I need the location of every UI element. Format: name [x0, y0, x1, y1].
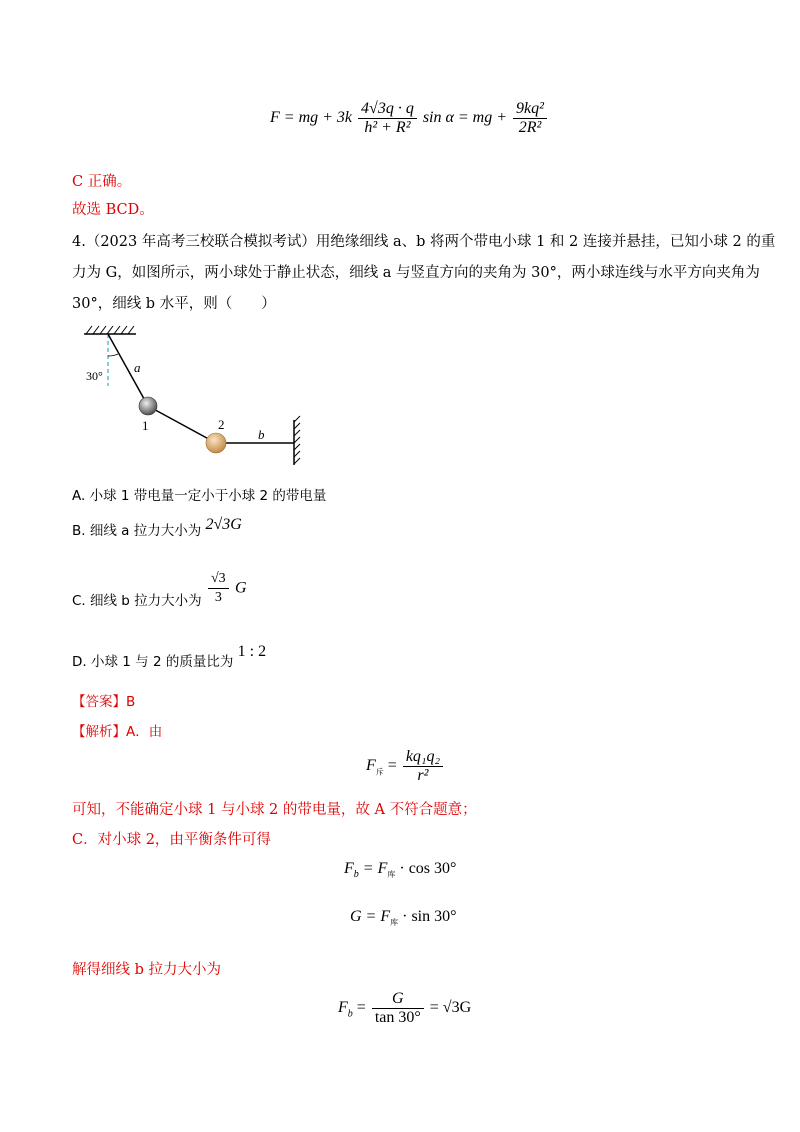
coulomb-den: r² — [417, 767, 429, 784]
ball-1-label: 1 — [142, 418, 149, 433]
frac2-num: 9kq² — [513, 100, 547, 119]
frac1-den: h² + R² — [364, 119, 411, 136]
option-c-tail: G — [234, 579, 247, 597]
fb-formula — [344, 860, 456, 880]
formula-lhs: F = mg + 3k — [270, 109, 353, 127]
g-tail: · sin 30° — [402, 908, 457, 925]
question-line-2: 力为 G，如图所示，两小球处于静止状态，细线 a 与竖直方向的夹角为 30°，两小球连线与水平方向夹角为 — [72, 265, 760, 281]
option-c-den: 3 — [214, 590, 222, 605]
question-line-1: 4.（2023 年高考三校联合模拟考试）用绝缘细线 a、b 将两个带电小球 1 和 2 连接并悬挂，已知小球 2 的重 — [72, 234, 776, 250]
option-d-text: D. 小球 1 与 2 的质量比为 — [72, 654, 234, 670]
coulomb-formula: $F_斥$ = $\frac{\text{kq₁q₂}}{\text{r²}}$ — [366, 748, 445, 785]
question-line-3: 30°，细线 b 水平，则（ ） — [72, 296, 276, 312]
coulomb-frac — [403, 748, 443, 785]
frac1-num: 4√3q · q — [358, 100, 417, 119]
option-c-text: C. 细线 b 拉力大小为 — [72, 592, 202, 609]
option-c-frac — [208, 570, 229, 607]
fb2-tail: = √3G — [429, 999, 472, 1017]
formula-frac2 — [513, 100, 547, 137]
fb2-num: G — [372, 990, 424, 1009]
option-b[interactable] — [72, 516, 242, 540]
solve-b: 解得细线 b 拉力大小为 — [72, 962, 221, 978]
wall-hatch — [294, 416, 300, 464]
fb-rhs: = F — [362, 860, 388, 877]
option-b-text: B. 细线 a 拉力大小为 — [72, 523, 202, 539]
top-formula — [270, 100, 549, 137]
string-a — [108, 334, 148, 406]
fb2-formula: $F_b$ = $\frac{G}{\tan 30^\circ}$ = √3G — [338, 990, 472, 1026]
option-b-value: 2√3G — [205, 516, 242, 533]
fb-tail: · cos 30° — [399, 860, 457, 877]
coulomb-lhs: F — [366, 757, 376, 775]
fb-lhs: F — [344, 860, 354, 877]
angle-arc — [108, 354, 118, 356]
coulomb-sub: 斥 — [375, 767, 384, 777]
pendulum-figure — [78, 322, 308, 472]
frac2-den: 2R² — [518, 119, 542, 136]
ceiling-hatch — [86, 326, 134, 334]
fb-rhs-sub: 库 — [387, 870, 396, 880]
option-c[interactable] — [72, 570, 247, 607]
option-a[interactable]: A. 小球 1 带电量一定小于小球 2 的带电量 — [72, 488, 327, 504]
c-correct: C 正确。 — [72, 174, 132, 190]
option-d[interactable] — [72, 640, 267, 670]
ball-2 — [206, 433, 226, 453]
ball-1 — [139, 397, 157, 415]
analysis-label: 【解析】A．由 — [72, 724, 163, 740]
fb2-lhs: F — [338, 999, 348, 1017]
g-rhs-sub: 库 — [390, 918, 399, 928]
fb2-den: tan 30° — [374, 1009, 421, 1026]
formula-frac1 — [358, 100, 417, 137]
connecting-line — [148, 406, 216, 443]
coulomb-num: kq₁q₂ — [403, 748, 443, 767]
g-formula — [350, 908, 457, 928]
fb2-lhs-sub: b — [347, 1008, 353, 1020]
conclusion-a: 可知，不能确定小球 1 与小球 2 的带电量，故 A 不符合题意； — [72, 802, 477, 818]
fb2-frac — [372, 990, 424, 1027]
string-a-label: a — [134, 360, 141, 375]
option-c-num: √3 — [208, 570, 229, 589]
g-lhs: G = F — [350, 908, 391, 925]
formula-mid: sin α = mg + — [422, 109, 508, 127]
angle-label: 30° — [86, 369, 103, 383]
option-d-value: 1 : 2 — [237, 643, 267, 660]
answer-line: 【答案】B — [72, 694, 136, 710]
fb-lhs-sub: b — [353, 869, 359, 881]
choose-answer: 故选 BCD。 — [72, 202, 154, 218]
c-step: C．对小球 2，由平衡条件可得 — [72, 832, 271, 848]
string-b-label: b — [258, 427, 265, 442]
ball-2-label: 2 — [218, 417, 225, 432]
